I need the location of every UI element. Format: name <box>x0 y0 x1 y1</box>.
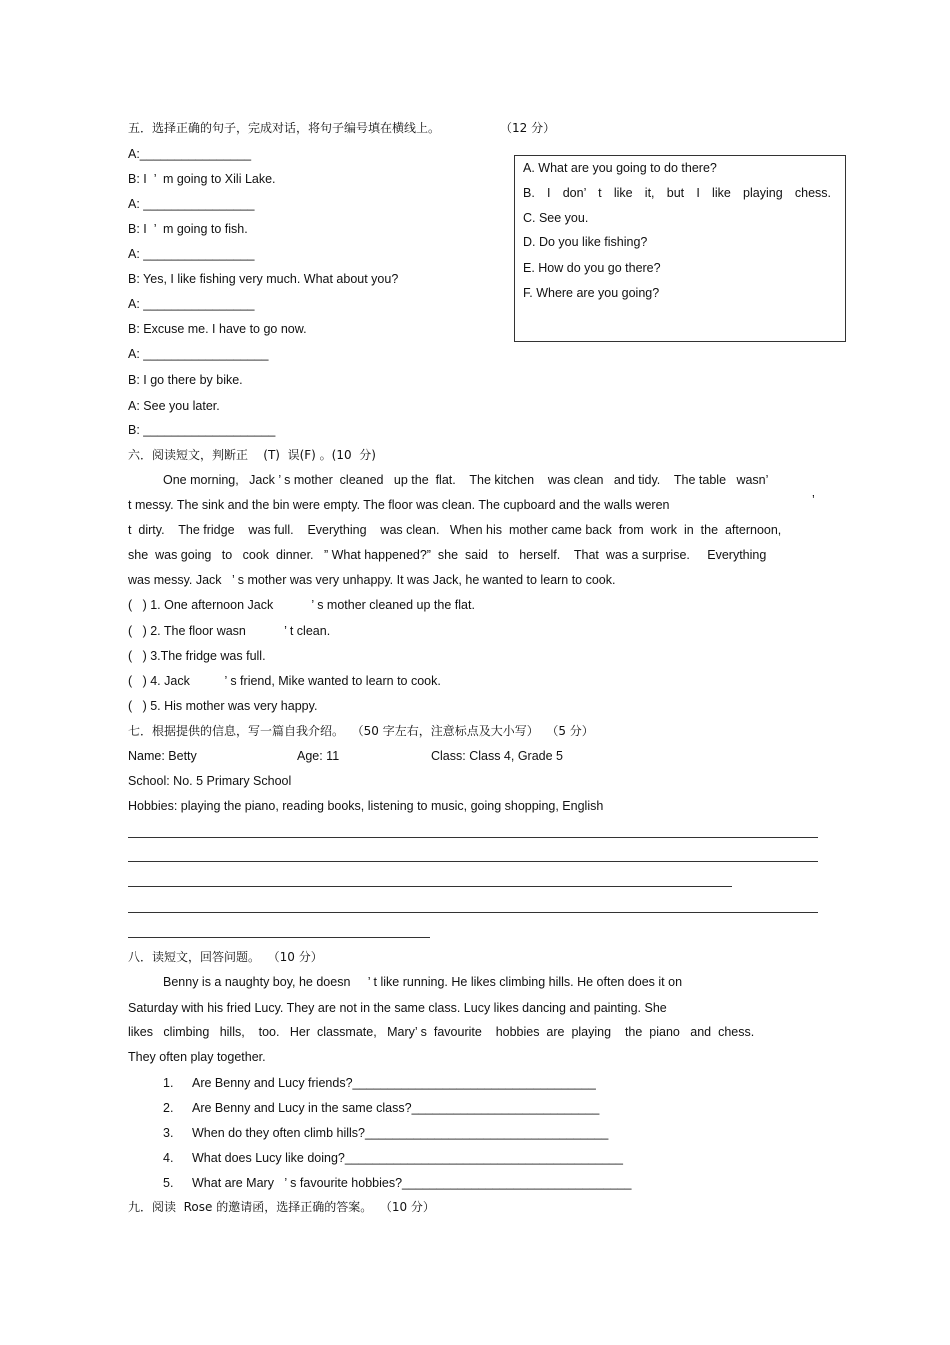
passage-line: likes climbing hills, too. Her classmate, Mary’ s favourite hobbies are playing the piano and chess. <box>128 1025 755 1039</box>
dialogue-line: B: I go there by bike. <box>128 373 243 387</box>
question-text: What does Lucy like doing?________________________________________ <box>192 1151 623 1165</box>
judge-item: ( ) 1. One afternoon Jack ’ s mother cleaned up the flat. <box>128 598 475 612</box>
judge-item: ( ) 4. Jack ’ s friend, Mike wanted to learn to cook. <box>128 674 441 688</box>
passage-line: They often play together. <box>128 1050 266 1064</box>
passage-line: t messy. The sink and the bin were empty. The floor was clean. The cupboard and the walls weren <box>128 498 670 512</box>
question-text: What are Mary ’ s favourite hobbies?_________________________________ <box>192 1176 632 1190</box>
question-text: Are Benny and Lucy in the same class?___________________________ <box>192 1101 600 1115</box>
question-text: When do they often climb hills?___________________________________ <box>192 1126 609 1140</box>
section-7-heading: 七．根据提供的信息，写一篇自我介绍。 （50 字左右，注意标点及大小写） （5 分） <box>128 724 594 738</box>
dialogue-line: A: ________________ <box>128 197 255 211</box>
passage-line: she was going to cook dinner. ” What happened?” she said to herself. That was a surprise. Everything <box>128 548 767 562</box>
writing-line[interactable] <box>128 937 430 938</box>
question-number: 5. <box>163 1176 174 1190</box>
passage-line: Saturday with his fried Lucy. They are not in the same class. Lucy likes dancing and painting. She <box>128 1001 667 1015</box>
dialogue-line: B: I ’ m going to fish. <box>128 222 248 236</box>
option-e: E. How do you go there? <box>523 261 661 275</box>
dialogue-line: B: Yes, I like fishing very much. What about you? <box>128 272 399 286</box>
info-hobbies: Hobbies: playing the piano, reading books, listening to music, going shopping, English <box>128 799 604 813</box>
info-age: Age: 11 <box>297 749 340 763</box>
judge-item: ( ) 3.The fridge was full. <box>128 649 266 663</box>
option-a: A. What are you going to do there? <box>523 161 717 175</box>
section-5-heading: 五．选择正确的句子，完成对话，将句子编号填在横线上。 <box>128 121 441 135</box>
passage-apostrophe: ’ <box>812 493 815 507</box>
dialogue-line: A: ________________ <box>128 247 255 261</box>
dialogue-line: A: __________________ <box>128 347 269 361</box>
passage-line: One morning, Jack ’ s mother cleaned up the flat. The kitchen was clean and tidy. The table wasn’ <box>163 473 769 487</box>
options-box <box>514 155 846 342</box>
passage-line: t dirty. The fridge was full. Everything was clean. When his mother came back from work in the afternoon, <box>128 523 782 537</box>
question-text: Are Benny and Lucy friends?___________________________________ <box>192 1076 596 1090</box>
writing-line[interactable] <box>128 861 818 862</box>
dialogue-line: A: See you later. <box>128 399 220 413</box>
option-c: C. See you. <box>523 211 589 225</box>
judge-item: ( ) 5. His mother was very happy. <box>128 699 318 713</box>
question-number: 2. <box>163 1101 174 1115</box>
judge-item: ( ) 2. The floor wasn ’ t clean. <box>128 624 331 638</box>
info-school: School: No. 5 Primary School <box>128 774 292 788</box>
writing-line[interactable] <box>128 886 732 887</box>
question-number: 1. <box>163 1076 174 1090</box>
dialogue-line: B: Excuse me. I have to go now. <box>128 322 307 336</box>
question-number: 3. <box>163 1126 174 1140</box>
section-8-heading: 八．读短文，回答问题。 （10 分） <box>128 950 323 964</box>
option-f: F. Where are you going? <box>523 286 660 300</box>
writing-line[interactable] <box>128 837 818 838</box>
info-class: Class: Class 4, Grade 5 <box>431 749 563 763</box>
dialogue-line: A: ________________ <box>128 297 255 311</box>
option-b: B. I don’ t like it, but I like playing chess. <box>523 186 831 200</box>
dialogue-line: B: I ’ m going to Xili Lake. <box>128 172 276 186</box>
option-d: D. Do you like fishing? <box>523 235 648 249</box>
dialogue-line: B: ___________________ <box>128 423 276 437</box>
dialogue-line: A:________________ <box>128 147 252 161</box>
section-5-score: （12 分） <box>500 121 556 135</box>
question-number: 4. <box>163 1151 174 1165</box>
passage-line: Benny is a naughty boy, he doesn ’ t like running. He likes climbing hills. He often does it on <box>163 975 683 989</box>
section-9-heading: 九．阅读 Rose 的邀请函，选择正确的答案。 （10 分） <box>128 1200 435 1214</box>
info-name: Name: Betty <box>128 749 197 763</box>
writing-line[interactable] <box>128 912 818 913</box>
section-6-heading: 六．阅读短文，判断正 (T) 误(F) 。(10 分) <box>128 448 376 462</box>
passage-line: was messy. Jack ’ s mother was very unhappy. It was Jack, he wanted to learn to cook. <box>128 573 616 587</box>
